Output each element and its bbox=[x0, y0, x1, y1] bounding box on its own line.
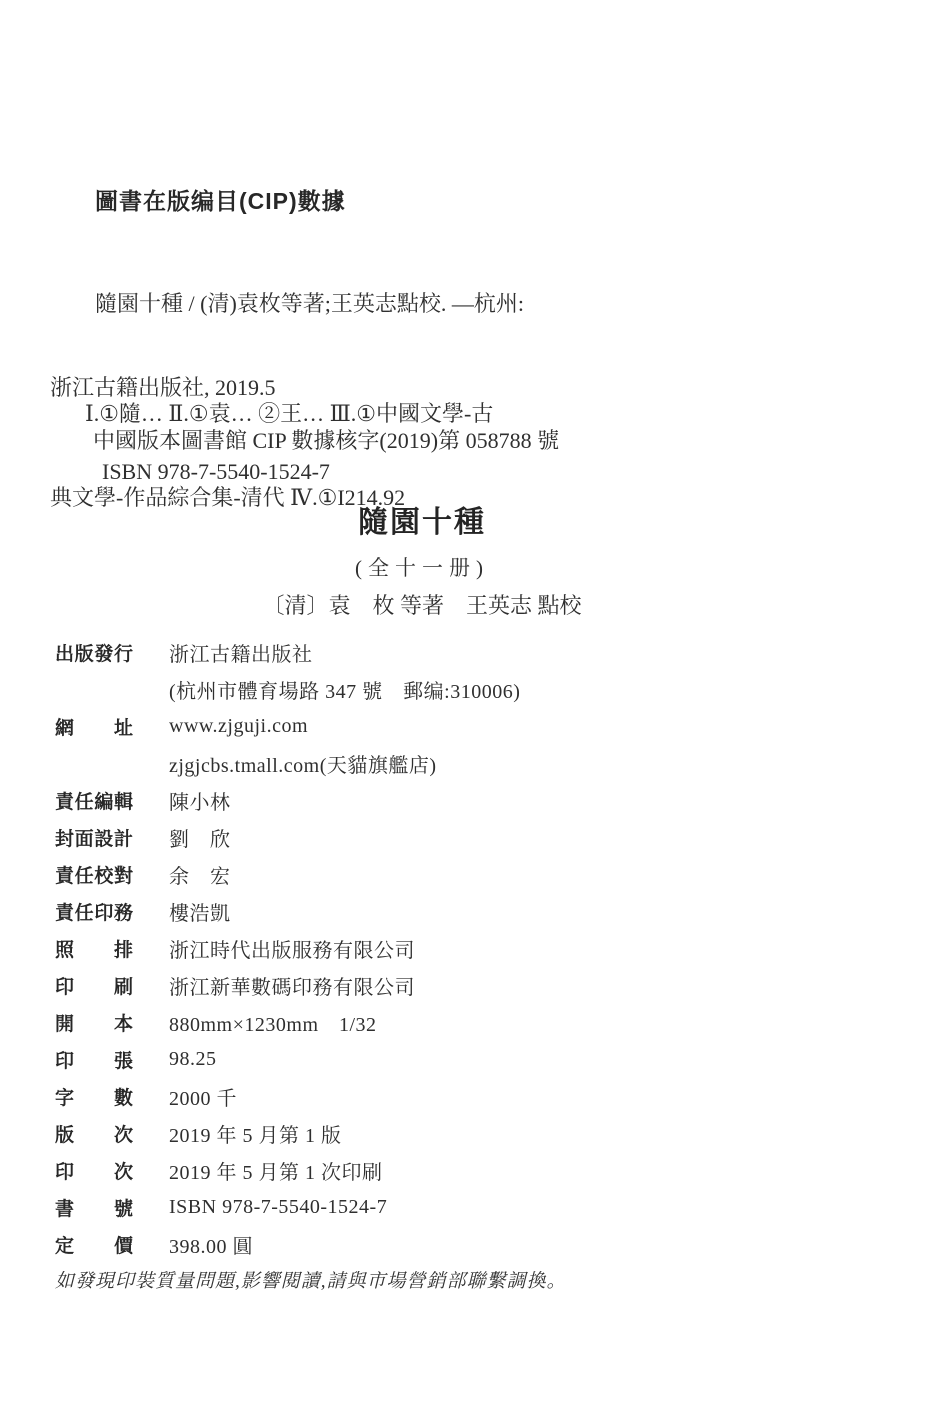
imprint-label: 出版發行 bbox=[55, 644, 133, 665]
imprint-label: 版次 bbox=[55, 1125, 133, 1146]
imprint-value: 浙江新華數碼印務有限公司 bbox=[169, 977, 415, 999]
imprint-row-managing-editor bbox=[55, 782, 520, 819]
imprint-label: 責任印務 bbox=[55, 903, 133, 924]
imprint-value: 2019 年 5 月第 1 版 bbox=[169, 1125, 342, 1147]
imprint-label: 印張 bbox=[55, 1051, 133, 1072]
imprint-row-cover-design bbox=[55, 819, 520, 856]
imprint-label: 責任校對 bbox=[55, 866, 133, 887]
cip-classification-line-1: Ⅰ.①隨… Ⅱ.①袁… ②王… Ⅲ.①中國文學-古 bbox=[85, 401, 494, 426]
imprint-row-format bbox=[55, 1004, 520, 1041]
imprint-value: 2000 千 bbox=[169, 1088, 237, 1110]
volume-note: (全十一册) bbox=[355, 556, 489, 580]
cip-classification-line-2: 典文學-作品綜合集-清代 Ⅳ.①I214.92 bbox=[50, 485, 406, 510]
imprint-value: 陳小林 bbox=[169, 792, 231, 814]
imprint-row-isbn bbox=[55, 1189, 520, 1226]
cip-record-number: 中國版本圖書館 CIP 數據核字(2019)第 058788 號 bbox=[93, 428, 560, 453]
imprint-value: 2019 年 5 月第 1 次印刷 bbox=[169, 1162, 383, 1184]
imprint-label: 網址 bbox=[55, 718, 133, 739]
imprint-row-edition bbox=[55, 1115, 520, 1152]
imprint-row-publisher bbox=[55, 634, 520, 671]
imprint-value: www.zjguji.com bbox=[169, 715, 309, 737]
title-block bbox=[50, 505, 794, 619]
imprint-label: 開本 bbox=[55, 1014, 133, 1035]
imprint-row-tmall-store bbox=[55, 745, 520, 782]
imprint-row-website bbox=[55, 708, 520, 745]
imprint-row-price bbox=[55, 1226, 520, 1263]
imprint-row-word-count bbox=[55, 1078, 520, 1115]
imprint-row-typesetting bbox=[55, 930, 520, 967]
imprint-label: 印刷 bbox=[55, 977, 133, 998]
cip-entry-line-1: 隨園十種 / (清)袁枚等著;王英志點校. —杭州: bbox=[95, 291, 524, 316]
imprint-value: 浙江古籍出版社 bbox=[169, 644, 313, 666]
imprint-value: 浙江時代出版服務有限公司 bbox=[169, 940, 415, 962]
imprint-row-publisher-address bbox=[55, 671, 520, 708]
imprint-label: 照排 bbox=[55, 940, 133, 961]
imprint-label: 字數 bbox=[55, 1088, 133, 1109]
cip-entry-line-2: 浙江古籍出版社, 2019.5 bbox=[50, 375, 276, 400]
imprint-value: (杭州市體育場路 347 號 郵编:310006) bbox=[169, 681, 521, 703]
author-byline: 〔清〕袁 枚 等著 王英志 點校 bbox=[262, 593, 582, 618]
imprint-label: 書號 bbox=[55, 1199, 133, 1220]
imprint-value: 余 宏 bbox=[169, 866, 231, 888]
imprint-value: zjgjcbs.tmall.com(天貓旗艦店) bbox=[169, 755, 437, 777]
cip-entry-line-isbn: ISBN 978-7-5540-1524-7 bbox=[102, 459, 330, 484]
imprint-label: 責任編輯 bbox=[55, 792, 133, 813]
imprint-value: 98.25 bbox=[169, 1048, 217, 1070]
imprint-row-print-production bbox=[55, 893, 520, 930]
imprint-row-print-run bbox=[55, 1152, 520, 1189]
imprint-value: ISBN 978-7-5540-1524-7 bbox=[169, 1196, 388, 1218]
imprint-value: 398.00 圓 bbox=[169, 1236, 253, 1258]
imprint-section bbox=[55, 634, 520, 1263]
imprint-row-proofreader bbox=[55, 856, 520, 893]
imprint-label: 定價 bbox=[55, 1236, 133, 1257]
imprint-label: 封面設計 bbox=[55, 829, 133, 850]
imprint-value: 880mm×1230mm 1/32 bbox=[169, 1014, 377, 1036]
cip-header: 圖書在版编目(CIP)數據 bbox=[95, 188, 346, 214]
imprint-label: 印次 bbox=[55, 1162, 133, 1183]
quality-note: 如發現印裝質量問題,影響閱讀,請與市場營銷部聯繫調換。 bbox=[55, 1271, 567, 1292]
imprint-row-printing bbox=[55, 967, 520, 1004]
book-title: 隨園十種 bbox=[358, 506, 486, 539]
imprint-value: 劉 欣 bbox=[169, 829, 231, 851]
imprint-value: 樓浩凱 bbox=[169, 903, 231, 925]
imprint-row-printed-sheets bbox=[55, 1041, 520, 1078]
